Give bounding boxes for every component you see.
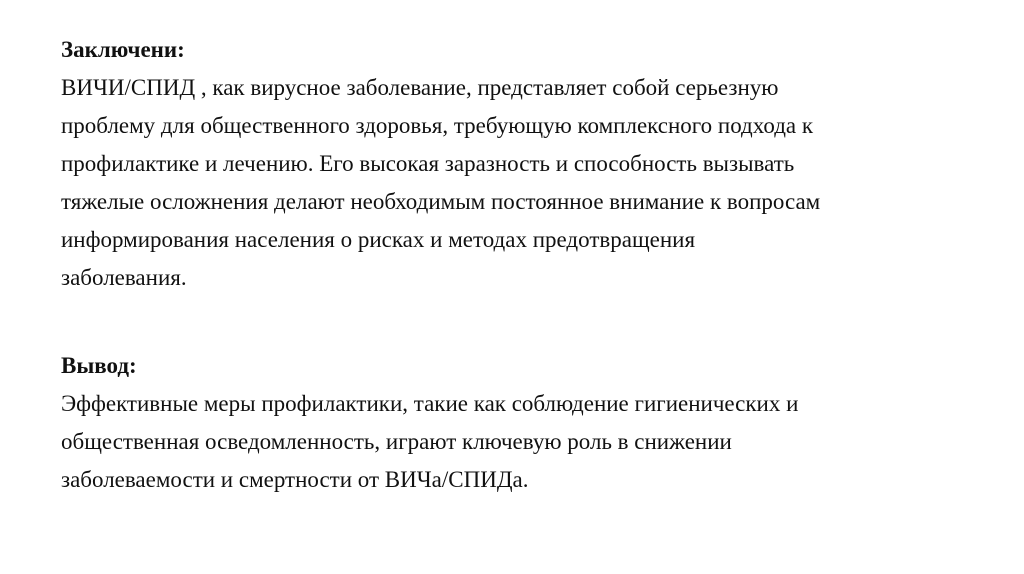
conclusion-line: ВИЧИ/СПИД , как вирусное заболевание, представляет собой серьезную: [61, 75, 779, 100]
conclusion-line: информирования населения о рисках и методах предотвращения: [61, 227, 696, 252]
result-line: Эффективные меры профилактики, такие как соблюдение гигиенических и: [61, 391, 799, 416]
conclusion-line: профилактике и лечению. Его высокая заразность и способность вызывать: [61, 151, 795, 176]
conclusion-line: тяжелые осложнения делают необходимым постоянное внимание к вопросам: [61, 189, 821, 214]
conclusion-line: заболевания.: [61, 265, 187, 290]
result-line: общественная осведомленность, играют ключевую роль в снижении: [61, 429, 732, 454]
conclusion-line: проблему для общественного здоровья, требующую комплексного подхода к: [61, 113, 814, 138]
result-heading: Вывод:: [61, 353, 137, 378]
conclusion-section: [61, 31, 961, 297]
result-section: [61, 347, 961, 499]
conclusion-heading: Заключени:: [61, 37, 185, 62]
result-line: заболеваемости и смертности от ВИЧа/СПИДа.: [61, 467, 529, 492]
